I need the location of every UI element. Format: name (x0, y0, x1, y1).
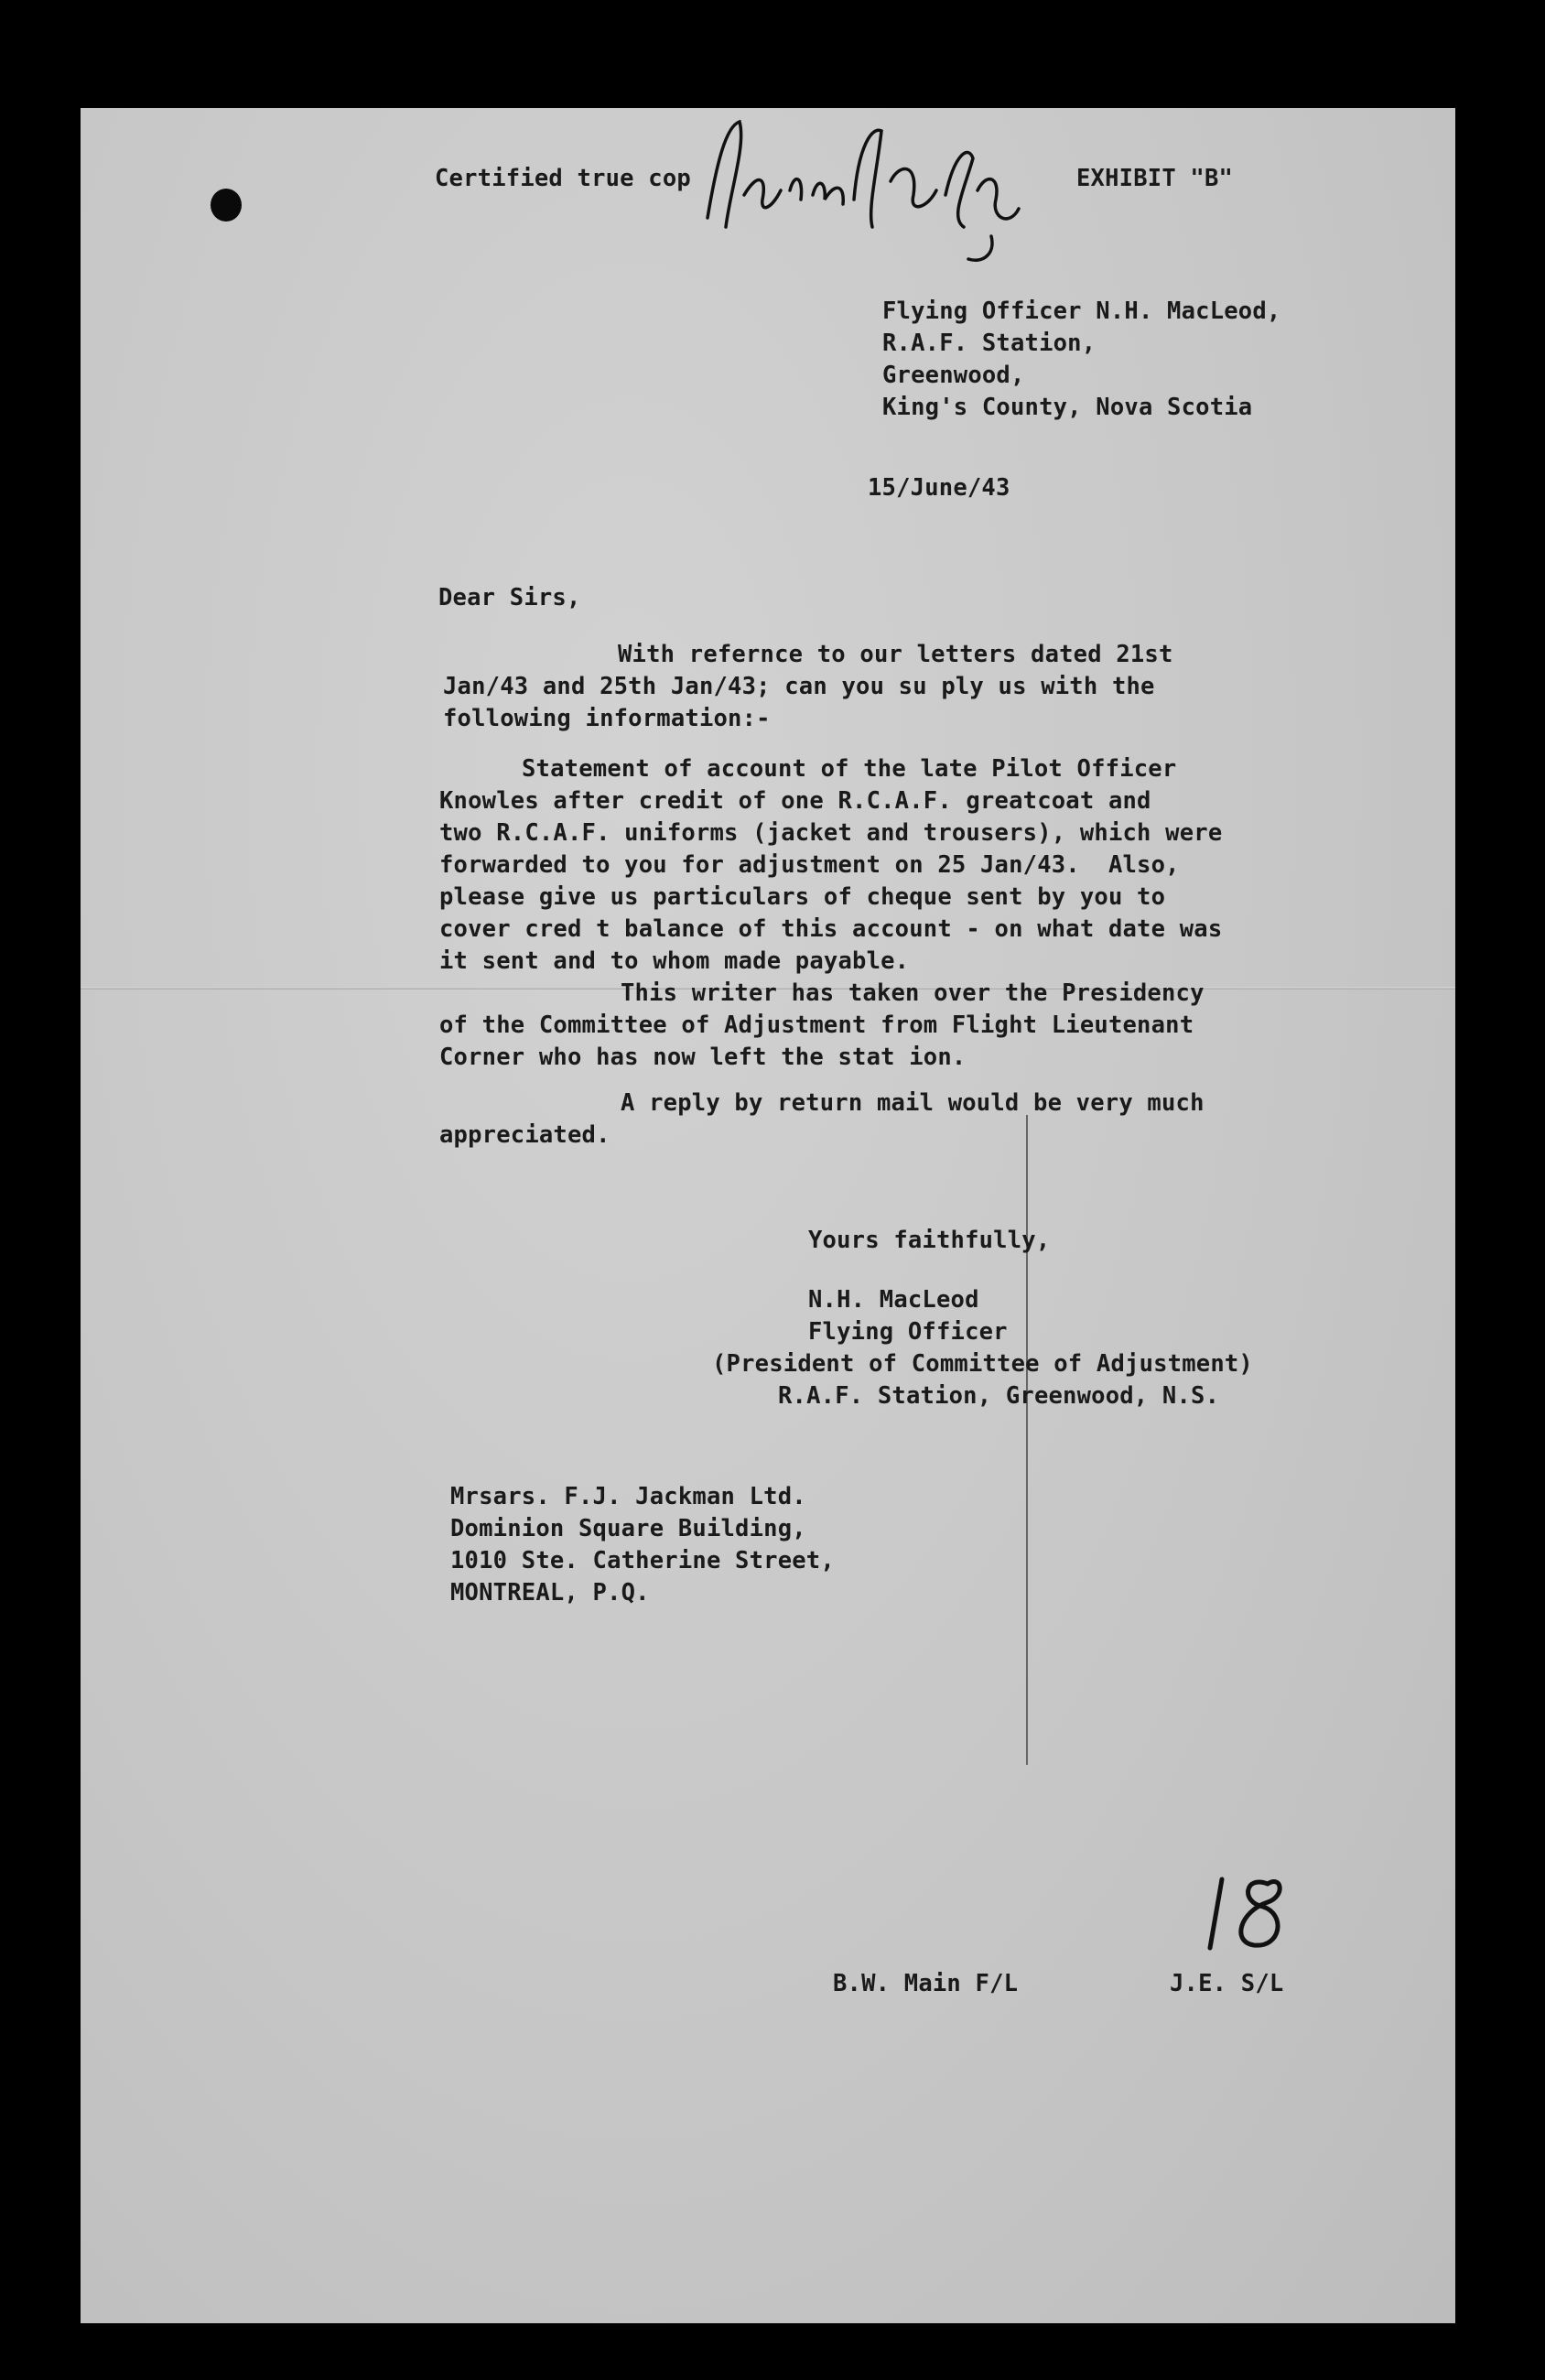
para3-line-3: Corner who has now left the stat ion. (439, 1044, 967, 1071)
footer-right: J.E. S/L (1170, 1970, 1284, 1997)
handwritten-page-number (1199, 1861, 1300, 1962)
closing-role: (President of Committee of Adjustment) (712, 1350, 1253, 1378)
certified-label: Certified true cop (435, 165, 691, 192)
sender-line-2: R.A.F. Station, (882, 330, 1097, 357)
para1-line-1: With refernce to our letters dated 21st (618, 641, 1173, 668)
closing-yours: Yours faithfully, (808, 1227, 1051, 1254)
closing-name: N.H. MacLeod (808, 1286, 979, 1314)
recipient-line-4: MONTREAL, P.Q. (450, 1579, 650, 1606)
closing-station: R.A.F. Station, Greenwood, N.S. (778, 1382, 1220, 1410)
sender-line-1: Flying Officer N.H. MacLeod, (882, 298, 1281, 325)
para4-line-2: appreciated. (439, 1121, 610, 1149)
para1-line-3: following information:- (443, 705, 771, 732)
para2-line-2: Knowles after credit of one R.C.A.F. greatcoat and (439, 787, 1151, 815)
sender-line-4: King's County, Nova Scotia (882, 394, 1253, 421)
para2-line-6: cover cred t balance of this account - on what date was (439, 915, 1223, 943)
para2-line-3: two R.C.A.F. uniforms (jacket and trousers), which were (439, 819, 1223, 847)
document-page (81, 108, 1455, 2323)
para2-line-7: it sent and to whom made payable. (439, 947, 910, 975)
handwritten-signature (689, 108, 1037, 264)
margin-mark (1026, 1115, 1028, 1765)
para2-line-1: Statement of account of the late Pilot Officer (522, 755, 1177, 783)
para3-line-2: of the Committee of Adjustment from Flight Lieutenant (439, 1012, 1194, 1039)
exhibit-label: EXHIBIT "B" (1076, 165, 1234, 192)
para4-line-1: A reply by return mail would be very much (621, 1089, 1205, 1117)
sender-line-3: Greenwood, (882, 362, 1025, 389)
salutation: Dear Sirs, (438, 584, 581, 611)
closing-rank: Flying Officer (808, 1318, 1008, 1346)
recipient-line-2: Dominion Square Building, (450, 1515, 806, 1542)
punch-hole (211, 189, 242, 222)
footer-left: B.W. Main F/L (833, 1970, 1019, 1997)
para1-line-2: Jan/43 and 25th Jan/43; can you su ply us with the (443, 673, 1155, 700)
recipient-line-3: 1010 Ste. Catherine Street, (450, 1547, 835, 1574)
para2-line-5: please give us particulars of cheque sent by you to (439, 883, 1166, 911)
para2-line-4: forwarded to you for adjustment on 25 Jan/43. Also, (439, 851, 1180, 879)
letter-date: 15/June/43 (868, 474, 1010, 502)
recipient-line-1: Mrsars. F.J. Jackman Ltd. (450, 1483, 806, 1510)
para3-line-1: This writer has taken over the Presidency (621, 979, 1205, 1007)
